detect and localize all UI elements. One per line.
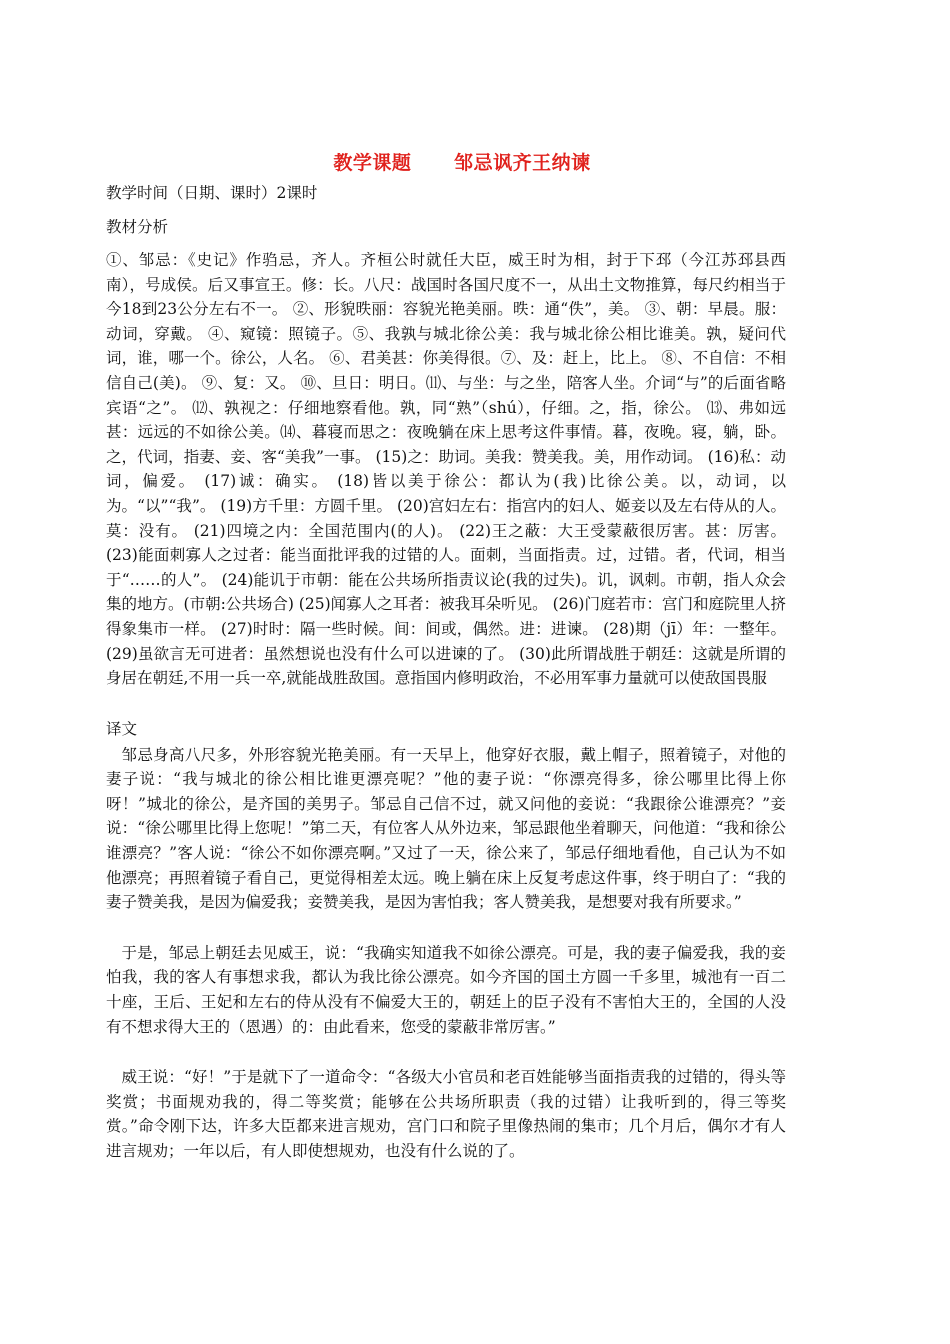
translation-body <box>106 743 786 1164</box>
translation-heading: 译文 <box>106 719 138 738</box>
translation-paragraph-1: 邹忌身高八尺多，外形容貌光艳美丽。有一天早上，他穿好衣服，戴上帽子，照着镜子，对他的妻子说：“我与城北的徐公相比谁更漂亮呢？”他的妻子说：“你漂亮得多，徐公哪里比得上你呀！”城北的徐公，是齐国的美男子。邹忌自己信不过，就又问他的妾说：“我跟徐公谁漂亮？”妾说：“徐公哪里比得上您呢！”第二天，有位客人从外边来，邹忌跟他坐着聊天，问他道：“我和徐公谁漂亮？”客人说：“徐公不如你漂亮啊。”又过了一天，徐公来了，邹忌仔细地看他，自己认为不如他漂亮；再照着镜子看自己，更觉得相差太远。晚上躺在床上反复考虑这件事，终于明白了：“我的妻子赞美我，是因为偏爱我；妾赞美我，是因为害怕我；客人赞美我，是想要对我有所要求。” <box>106 745 786 912</box>
document-page <box>106 148 786 1190</box>
translation-paragraph-2: 于是，邹忌上朝廷去见威王，说：“我确实知道我不如徐公漂亮。可是，我的妻子偏爱我，我的妾怕我，我的客人有事想求我，都认为我比徐公漂亮。如今齐国的国土方圆一千多里，城池有一百二十座，王后、王妃和左右的侍从没有不偏爱大王的，朝廷上的臣子没有不害怕大王的，全国的人没有不想求得大王的（恩遇）的：由此看来，您受的蒙蔽非常厉害。” <box>106 943 786 1036</box>
teaching-time: 教学时间（日期、课时）2课时 <box>106 184 318 202</box>
analysis-heading: 教材分析 <box>106 218 169 236</box>
annotation-notes <box>106 248 786 691</box>
lesson-title: 教学课题 邹忌讽齐王纳谏 <box>333 152 591 174</box>
translation-paragraph-3: 威王说：“好！”于是就下了一道命令：“各级大小官员和老百姓能够当面指责我的过错的，得头等奖赏；书面规劝我的，得二等奖赏；能够在公共场所职责（我的过错）让我听到的，得三等奖赏。”命令刚下达，许多大臣都来进言规劝，宫门口和院子里像热闹的集市；几个月后，偶尔才有人进言规劝；一年以后，有人即使想规劝，也没有什么说的了。 <box>106 1068 786 1160</box>
notes-paragraph: ①、邹忌：《史记》作驺忌，齐人。齐桓公时就任大臣，威王时为相，封于下邳（今江苏邳县西南），号成侯。后又事宣王。修：长。八尺：战国时各国尺度不一，从出土文物推算，每尺约相当于今18到23公分左右不一。 ②、形貌昳丽：容貌光艳美丽。昳：通“佚”，美。 ③、朝：早晨。服：动词，穿戴。 ④、窥镜：照镜子。⑤、我孰与城北徐公美：我与城北徐公相比谁美。孰，疑问代词，谁，哪一个。徐公，人名。 ⑥、君美甚：你美得很。⑦、及：赶上，比上。 ⑧、不自信：不相信自己(美)。 ⑨、复：又。 ⑩、旦日：明日。⑾、与坐：与之坐，陪客人坐。介词“与”的后面省略宾语“之”。 ⑿、孰视之：仔细地察看他。孰，同“熟”（shú），仔细。之，指，徐公。 ⒀、弗如远甚：远远的不如徐公美。⒁、暮寝而思之：夜晚躺在床上思考这件事情。暮，夜晚。寝，躺，卧。之，代词，指妻、妾、客“美我”一事。 (15)之：助词。美我：赞美我。美，用作动词。 (16)私：动词，偏爱。 (17)诚：确实。 (18)皆以美于徐公：都认为(我)比徐公美。以，动词，以为。“以”“我”。 (19)方千里：方圆千里。 (20)宫妇左右：指宫内的妇人、姬妾以及左右侍从的人。莫：没有。 (21)四境之内：全国范围内(的人)。 (22)王之蔽：大王受蒙蔽很厉害。甚：厉害。 (23)能面刺寡人之过者：能当面批评我的过错的人。面刺，当面指责。过，过错。者，代词，相当于“……的人”。 (24)能讥于市朝：能在公共场所指责议论(我的过失)。讥，讽刺。市朝，指人众会集的地方。(市朝:公共场合) (25)闻寡人之耳者：被我耳朵听见。 (26)门庭若市：宫门和庭院里人挤得象集市一样。 (27)时时：隔一些时候。间：间或，偶然。进：进谏。 (28)期（jī）年：一整年。 (29)虽欲言无可进者：虽然想说也没有什么可以进谏的了。 (30)此所谓战胜于朝廷：这就是所谓的身居在朝廷,不用一兵一卒,就能战胜敌国。意指国内修明政治，不必用军事力量就可以使敌国畏服 <box>106 251 786 688</box>
